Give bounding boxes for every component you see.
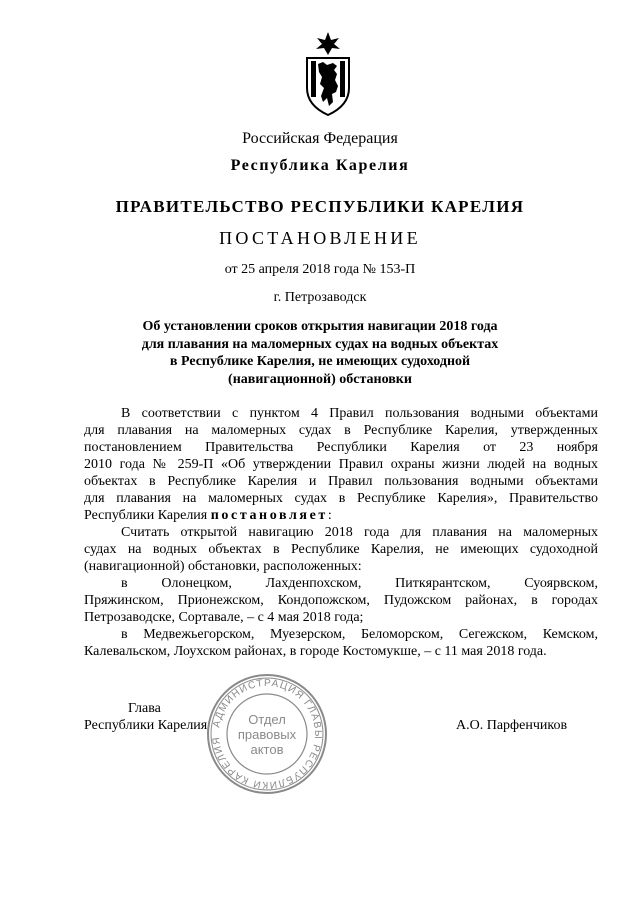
body-line: Петрозаводске, Сортавале, – с 4 мая 2018 года; <box>84 610 364 625</box>
document-type-heading: ПОСТАНОВЛЕНИЕ <box>219 228 421 248</box>
signature-title: Республики Карелия <box>84 718 208 733</box>
body-line: объектах в Республике Карелия и Правил пользования водными объектами <box>84 474 598 489</box>
decree-title-line: для плавания на маломерных судах на водных объектах <box>141 336 499 352</box>
decree-title-line: Об установлении сроков открытия навигации 2018 года <box>142 319 498 334</box>
body-line: 2010 года № 259-П «Об утверждении Правил охраны жизни людей на водных <box>84 457 598 472</box>
government-heading: ПРАВИТЕЛЬСТВО РЕСПУБЛИКИ КАРЕЛИЯ <box>115 197 525 216</box>
stamp-center-line: Отдел <box>248 712 286 727</box>
body-line-resolution <box>84 507 598 524</box>
body-line: (навигационной) обстановки, расположенных: <box>84 559 362 574</box>
body-line: Калевальском, Лоухском районах, в городе Костомукше, – с 11 мая 2018 года. <box>84 644 547 659</box>
signatory-name: А.О. Парфенчиков <box>456 718 568 733</box>
official-stamp <box>205 672 329 796</box>
federation-heading: Российская Федерация <box>242 130 398 147</box>
stamp-ring-text: АДМИНИСТРАЦИЯ ГЛАВЫ РЕСПУБЛИКИ КАРЕЛИЯ <box>210 677 324 791</box>
decree-city: г. Петрозаводск <box>273 290 367 305</box>
body-text: Республики Карелия <box>84 508 211 523</box>
decree-date-number: от 25 апреля 2018 года № 153-П <box>224 262 416 277</box>
decree-title-line: (навигационной) обстановки <box>228 371 412 387</box>
body-line: для плавания на маломерных судах в Республике Карелия», Правительство <box>84 491 598 506</box>
stamp-center-line: правовых <box>237 727 297 742</box>
karelia-coat-of-arms-icon <box>303 32 353 116</box>
resolves-word: постановляет <box>210 508 328 523</box>
body-line: судах на водных объектах в Республике Карелия, не имеющих судоходной <box>84 542 598 557</box>
body-line: в Олонецком, Лахденпохском, Питкярантском, Суоярвском, <box>121 576 598 591</box>
body-line: постановлением Правительства Республики Карелия от 23 ноября <box>84 440 598 455</box>
body-line: В соответствии с пунктом 4 Правил пользования водными объектами <box>121 406 598 421</box>
body-line: для плавания на маломерных судах в Республике Карелия, утвержденных <box>84 423 598 438</box>
decree-title <box>0 318 640 388</box>
body-line: в Медвежьегорском, Муезерском, Беломорском, Сегежском, Кемском, <box>121 627 598 642</box>
body-text: : <box>327 508 332 523</box>
signature-title: Глава <box>128 701 161 716</box>
republic-heading: Республика Карелия <box>230 157 410 174</box>
body-line: Пряжинском, Прионежском, Кондопожском, Пудожском районах, в городах <box>84 593 598 608</box>
decree-title-line: в Республике Карелия, не имеющих судоходной <box>169 354 471 369</box>
body-line: Считать открытой навигацию 2018 года для плавания на маломерных <box>121 525 598 540</box>
stamp-center-line: актов <box>250 742 284 757</box>
